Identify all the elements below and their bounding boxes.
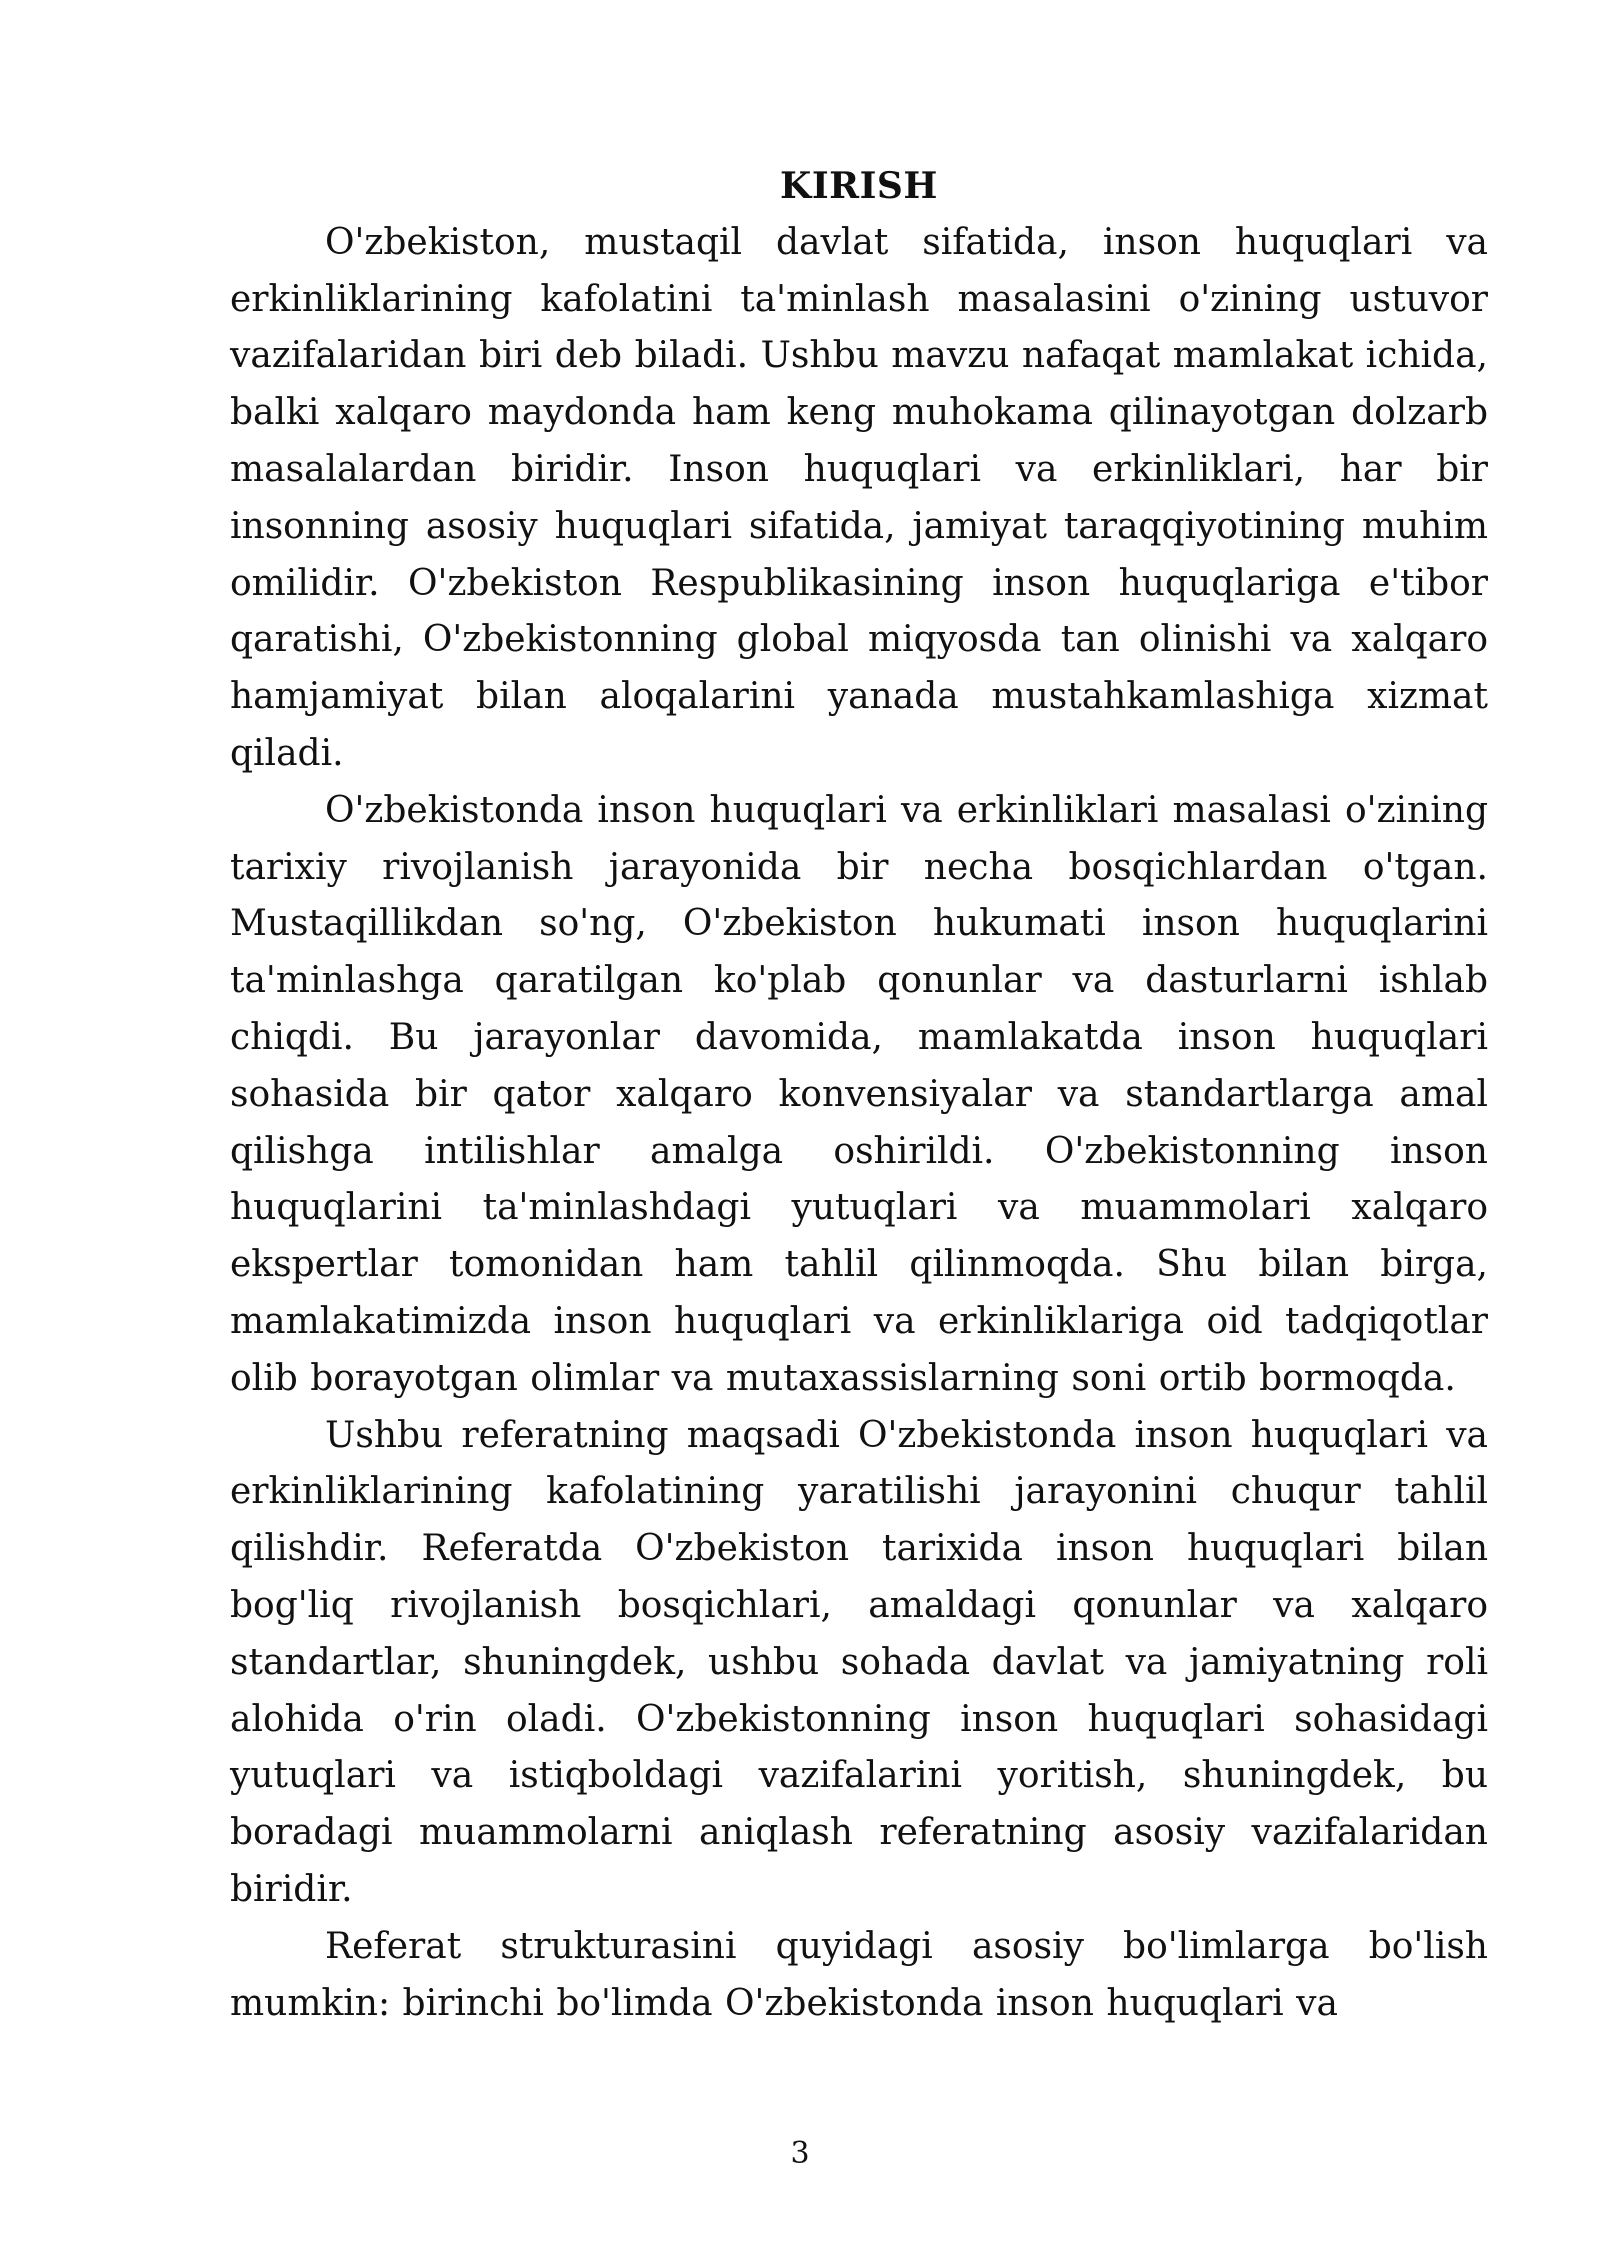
section-title: KIRISH xyxy=(780,165,938,207)
paragraph-3: Ushbu referatning maqsadi O'zbekistonda inson huquqlari va erkinliklarining kafolatining yaratilishi jarayonini chuqur tahlil qilishdir. Referatda O'zbekiston tarixida inson huquqlari bilan bog'liq rivojlanish bosqichlari, amaldagi qonunlar va xalqaro standartlar, shuningdek, ushbu sohada davlat va jamiyatning roli alohida o'rin oladi. O'zbekistonning inson huquqlari sohasidagi yutuqlari va istiqboldagi vazifalarini yoritish, shuningdek, bu boradagi muammolarni aniqlash referatning asosiy vazifalaridan biridir. xyxy=(230,1414,1488,1910)
page-number: 3 xyxy=(790,2136,810,2171)
paragraph-1: O'zbekiston, mustaqil davlat sifatida, inson huquqlari va erkinliklarining kafolatini ta'minlash masalasini o'zining ustuvor vazifalaridan biri deb biladi. Ushbu mavzu nafaqat mamlakat ichida, balki xalqaro maydonda ham keng muhokama qilinayotgan dolzarb masalalardan biridir. Inson huquqlari va erkinliklari, har bir insonning asosiy huquqlari sifatida, jamiyat taraqqiyotining muhim omilidir. O'zbekiston Respublikasining inson huquqlariga e'tibor qaratishi, O'zbekistonning global miqyosda tan olinishi va xalqaro hamjamiyat bilan aloqalarini yanada mustahkamlashiga xizmat qiladi. xyxy=(230,221,1488,774)
paragraph-4: Referat strukturasini quyidagi asosiy bo'limlarga bo'lish mumkin: birinchi bo'limda O'zbekistonda inson huquqlari va xyxy=(230,1925,1488,2024)
paragraph-2: O'zbekistonda inson huquqlari va erkinliklari masalasi o'zining tarixiy rivojlanish jarayonida bir necha bosqichlardan o'tgan. Mustaqillikdan so'ng, O'zbekiston hukumati inson huquqlarini ta'minlashga qaratilgan ko'plab qonunlar va dasturlarni ishlab chiqdi. Bu jarayonlar davomida, mamlakatda inson huquqlari sohasida bir qator xalqaro konvensiyalar va standartlarga amal qilishga intilishlar amalga oshirildi. O'zbekistonning inson huquqlarini ta'minlashdagi yutuqlari va muammolari xalqaro ekspertlar tomonidan ham tahlil qilinmoqda. Shu bilan birga, mamlakatimizda inson huquqlari va erkinliklariga oid tadqiqotlar olib borayotgan olimlar va mutaxassislarning soni ortib bormoqda. xyxy=(230,789,1488,1399)
page-content xyxy=(230,158,1488,2032)
